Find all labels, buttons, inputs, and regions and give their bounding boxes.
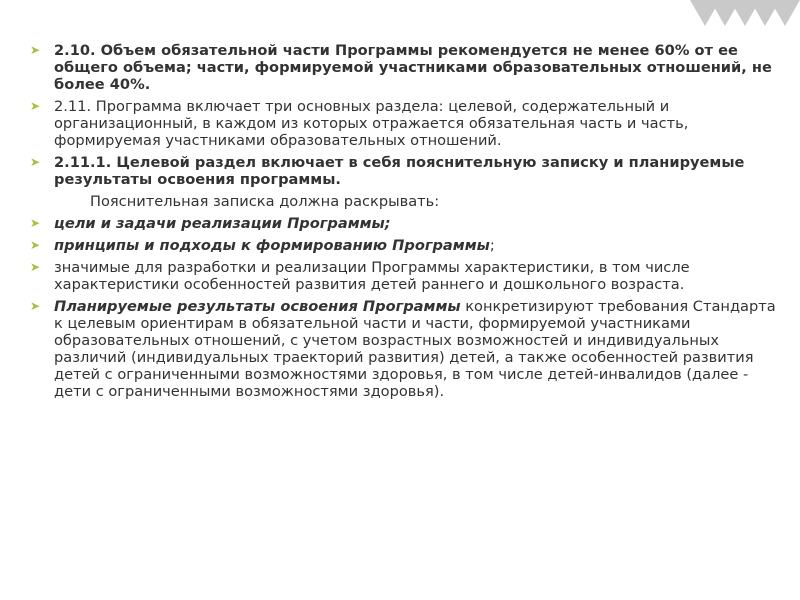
list-item [30,154,780,188]
arrow-bullet-icon: ➤ [30,43,41,57]
item-text: цели и задачи реализации Программы; [54,215,391,232]
arrow-bullet-icon: ➤ [30,299,41,313]
slide-content [30,42,780,405]
list-item [30,237,780,254]
item-tail: ; [489,237,495,254]
item-text: 2.11.1. Целевой раздел включает в себя пояснительную записку и планируемые результаты освоения программы. [54,154,745,188]
item-text: 2.10. Объем обязательной части Программы рекомендуется не менее 60% от ее общего объема; части, формируемой участниками образовательных отношений, не более 40%. [54,42,772,93]
item-lead: Планируемые результаты освоения Программы [54,298,461,315]
arrow-bullet-icon: ➤ [30,216,41,230]
list-item [30,298,780,400]
list-item [30,259,780,293]
corner-decoration [650,0,800,30]
list-item [30,215,780,232]
list-item [30,98,780,149]
item-text: значимые для разработки и реализации Программы характеристики, в том числе характеристики особенностей развития детей раннего и дошкольного возраста. [54,259,690,293]
item-text: 2.11. Программа включает три основных раздела: целевой, содержательный и организационный, в каждом из которых отражается обязательная часть и часть, формируемая участниками образовательных отношений. [54,98,689,149]
arrow-bullet-icon: ➤ [30,99,41,113]
paragraph-text: Пояснительная записка должна раскрывать: [90,193,440,210]
arrow-bullet-icon: ➤ [30,260,41,274]
arrow-bullet-icon: ➤ [30,238,41,252]
list-item [30,42,780,93]
arrow-bullet-icon: ➤ [30,155,41,169]
item-lead: принципы и подходы к формированию Программы [54,237,490,254]
indented-paragraph [30,193,780,210]
item-tail: конкретизируют требования Стандарта к целевым ориентирам в обязательной части и части, формируемой участниками образовательных отношений, с учетом возрастных возможностей и индивидуальных различий (индивидуальных траекторий развития) детей, а также особенностей развития детей с ограниченными возможностями здоровья, в том числе детей-инвалидов (далее - дети с ограниченными возможностями здоровья). [54,298,776,400]
